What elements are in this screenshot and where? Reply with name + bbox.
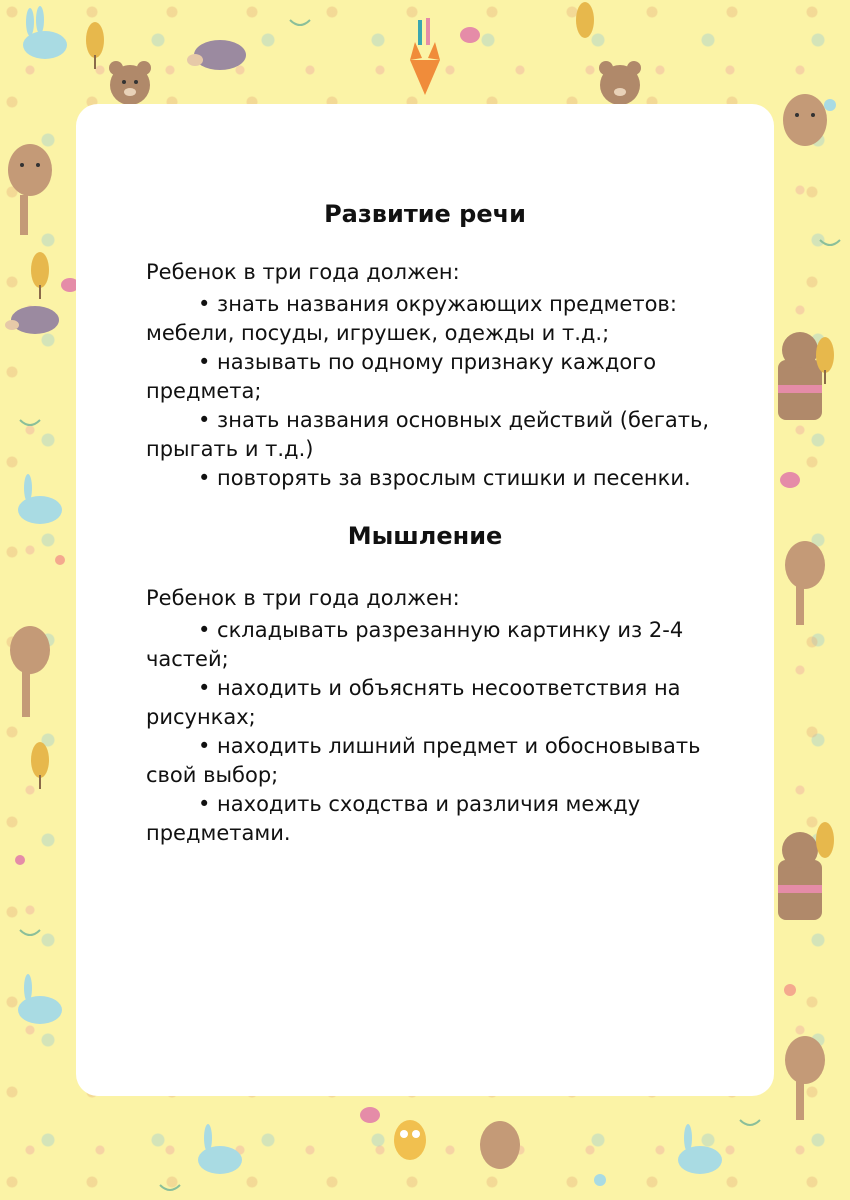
deer-icon [783,94,827,146]
list-item: • находить сходства и различия между предметами. [146,792,641,845]
list-item: • находить лишний предмет и обосновывать свой выбор; [146,734,701,787]
list-item: • называть по одному признаку каждого предмета; [146,350,657,403]
skills-list-thinking [146,616,716,848]
bear-icon [778,832,822,920]
deer-icon [785,541,825,625]
bear-icon [109,61,151,105]
bunny-icon [23,6,67,59]
deer-icon [10,626,50,717]
skills-list-speech [146,290,716,493]
list-item: • находить и объяснять несоответствия на рисунках; [146,676,681,729]
list-item: • складывать разрезанную картинку из 2-4 частей; [146,618,684,671]
fox-icon [410,18,440,95]
list-item: • знать названия окружающих предметов: мебели, посуды, игрушек, одежды и т.д.; [146,292,677,345]
deer-icon [480,1121,520,1169]
bear-icon [778,332,822,420]
section-title-thinking: Мышление [347,522,503,550]
list-item: • повторять за взрослым стишки и песенки. [198,466,691,490]
bunny-icon [198,1124,242,1174]
list-item: • знать названия основных действий (бегать, прыгать и т.д.) [146,408,710,461]
section-intro-thinking: Ребенок в три года должен: [146,586,460,610]
deer-icon [785,1036,825,1120]
section-intro-speech: Ребенок в три года должен: [146,260,460,284]
section-title-speech: Развитие речи [324,200,526,228]
bunny-icon [18,974,62,1024]
bear-icon [599,61,641,105]
hedgehog-icon [5,306,59,334]
bunny-icon [678,1124,722,1174]
owl-icon [394,1120,426,1160]
deer-icon [8,144,52,235]
bunny-icon [18,474,62,524]
content-card [76,104,774,1096]
hedgehog-icon [187,40,246,70]
